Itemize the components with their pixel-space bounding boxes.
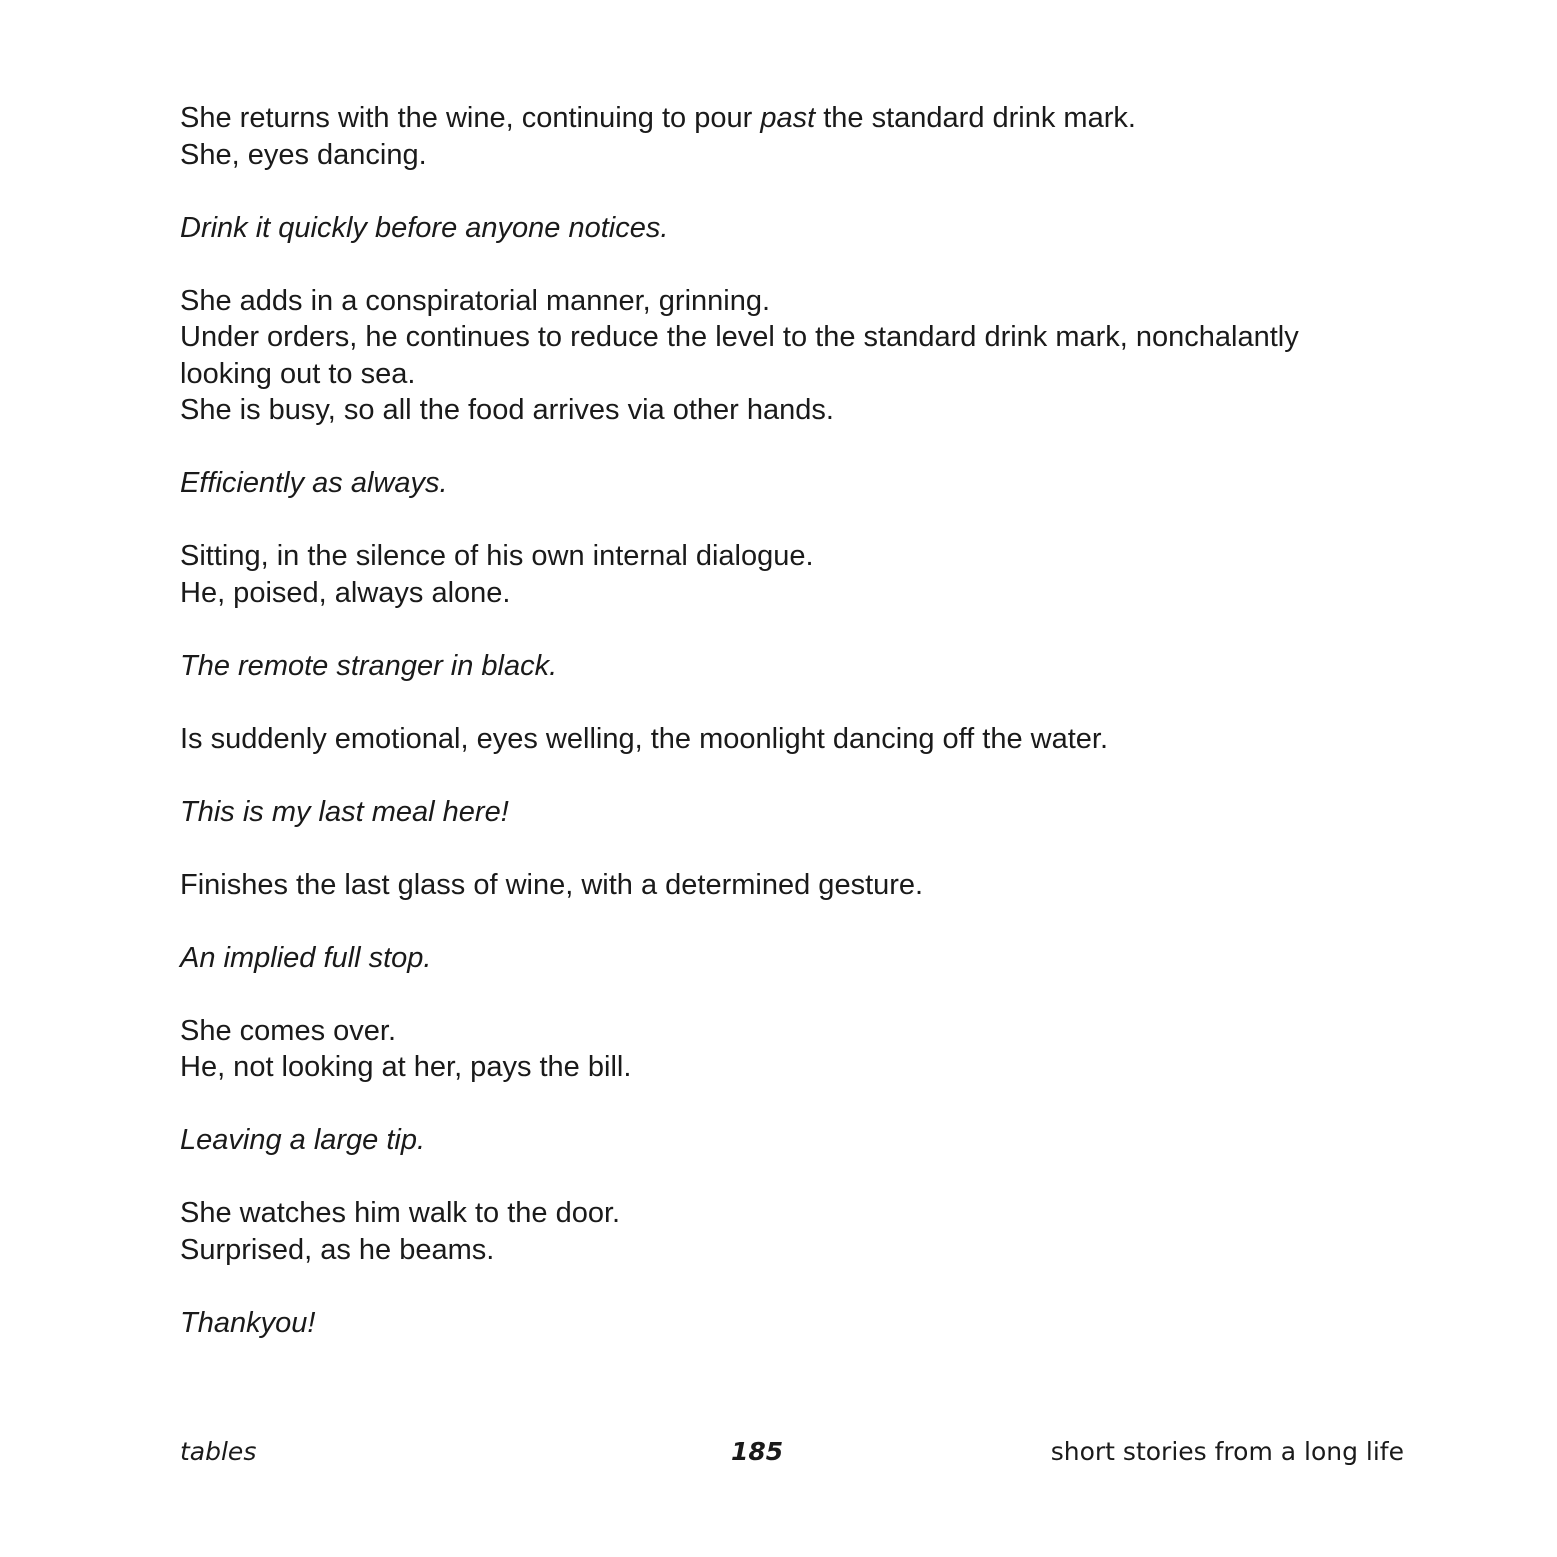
text-segment: the standard drink mark. (815, 102, 1136, 134)
text-line: Drink it quickly before anyone notices. (180, 211, 669, 244)
italic-paragraph (180, 648, 1420, 685)
paragraph-gap (180, 1159, 1420, 1196)
italic-paragraph (180, 1122, 1420, 1159)
text-line: Leaving a large tip. (180, 1124, 426, 1156)
paragraph-gap (180, 246, 1420, 283)
story-body (180, 100, 1420, 1341)
page-footer (0, 1432, 1557, 1472)
paragraph (180, 1013, 1420, 1086)
paragraph-gap (180, 429, 1420, 466)
paragraph-gap (180, 1086, 1420, 1123)
paragraph (180, 100, 1420, 173)
italic-paragraph (180, 794, 1420, 831)
paragraph-gap (180, 1268, 1420, 1305)
text-line: Efficiently as always. (180, 467, 448, 499)
italic-paragraph (180, 1305, 1420, 1342)
paragraph (180, 721, 1420, 758)
text-line: Sitting, in the silence of his own internal dialogue. (180, 540, 814, 572)
paragraph (180, 867, 1420, 904)
text-line: He, poised, always alone. (180, 576, 511, 609)
text-line: She is busy, so all the food arrives via other hands. (180, 394, 834, 426)
paragraph-gap (180, 757, 1420, 794)
text-line: Thankyou! (180, 1306, 316, 1339)
text-line: She comes over. (180, 1014, 396, 1047)
footer-book-title: short stories from a long life (1050, 1437, 1404, 1466)
paragraph (180, 1195, 1420, 1268)
text-line (180, 100, 1420, 137)
text-line: She watches him walk to the door. (180, 1197, 621, 1229)
footer-chapter-title: tables (180, 1437, 257, 1466)
paragraph (180, 538, 1420, 611)
paragraph-gap (180, 830, 1420, 867)
text-line: The remote stranger in black. (180, 649, 558, 682)
text-segment: She returns with the wine, continuing to pour (180, 102, 761, 134)
text-line: looking out to sea. (180, 357, 416, 390)
text-line: She, eyes dancing. (180, 138, 427, 171)
page-number: 185 (731, 1437, 784, 1466)
text-line: Surprised, as he beams. (180, 1233, 495, 1266)
text-line: He, not looking at her, pays the bill. (180, 1051, 632, 1083)
text-line: Under orders, he continues to reduce the level to the standard drink mark, nonchalantly (180, 321, 1299, 353)
italic-paragraph (180, 210, 1420, 247)
text-line: Finishes the last glass of wine, with a determined gesture. (180, 868, 924, 901)
emphasis-word: past (760, 102, 816, 134)
paragraph-gap (180, 684, 1420, 721)
text-line: An implied full stop. (180, 941, 432, 974)
text-line: She adds in a conspiratorial manner, grinning. (180, 284, 771, 317)
paragraph-gap (180, 976, 1420, 1013)
paragraph-gap (180, 611, 1420, 648)
paragraph-gap (180, 502, 1420, 539)
text-line: This is my last meal here! (180, 795, 509, 828)
italic-paragraph (180, 940, 1420, 977)
paragraph (180, 283, 1420, 429)
italic-paragraph (180, 465, 1420, 502)
text-line: Is suddenly emotional, eyes welling, the moonlight dancing off the water. (180, 722, 1109, 755)
paragraph-gap (180, 903, 1420, 940)
paragraph-gap (180, 173, 1420, 210)
